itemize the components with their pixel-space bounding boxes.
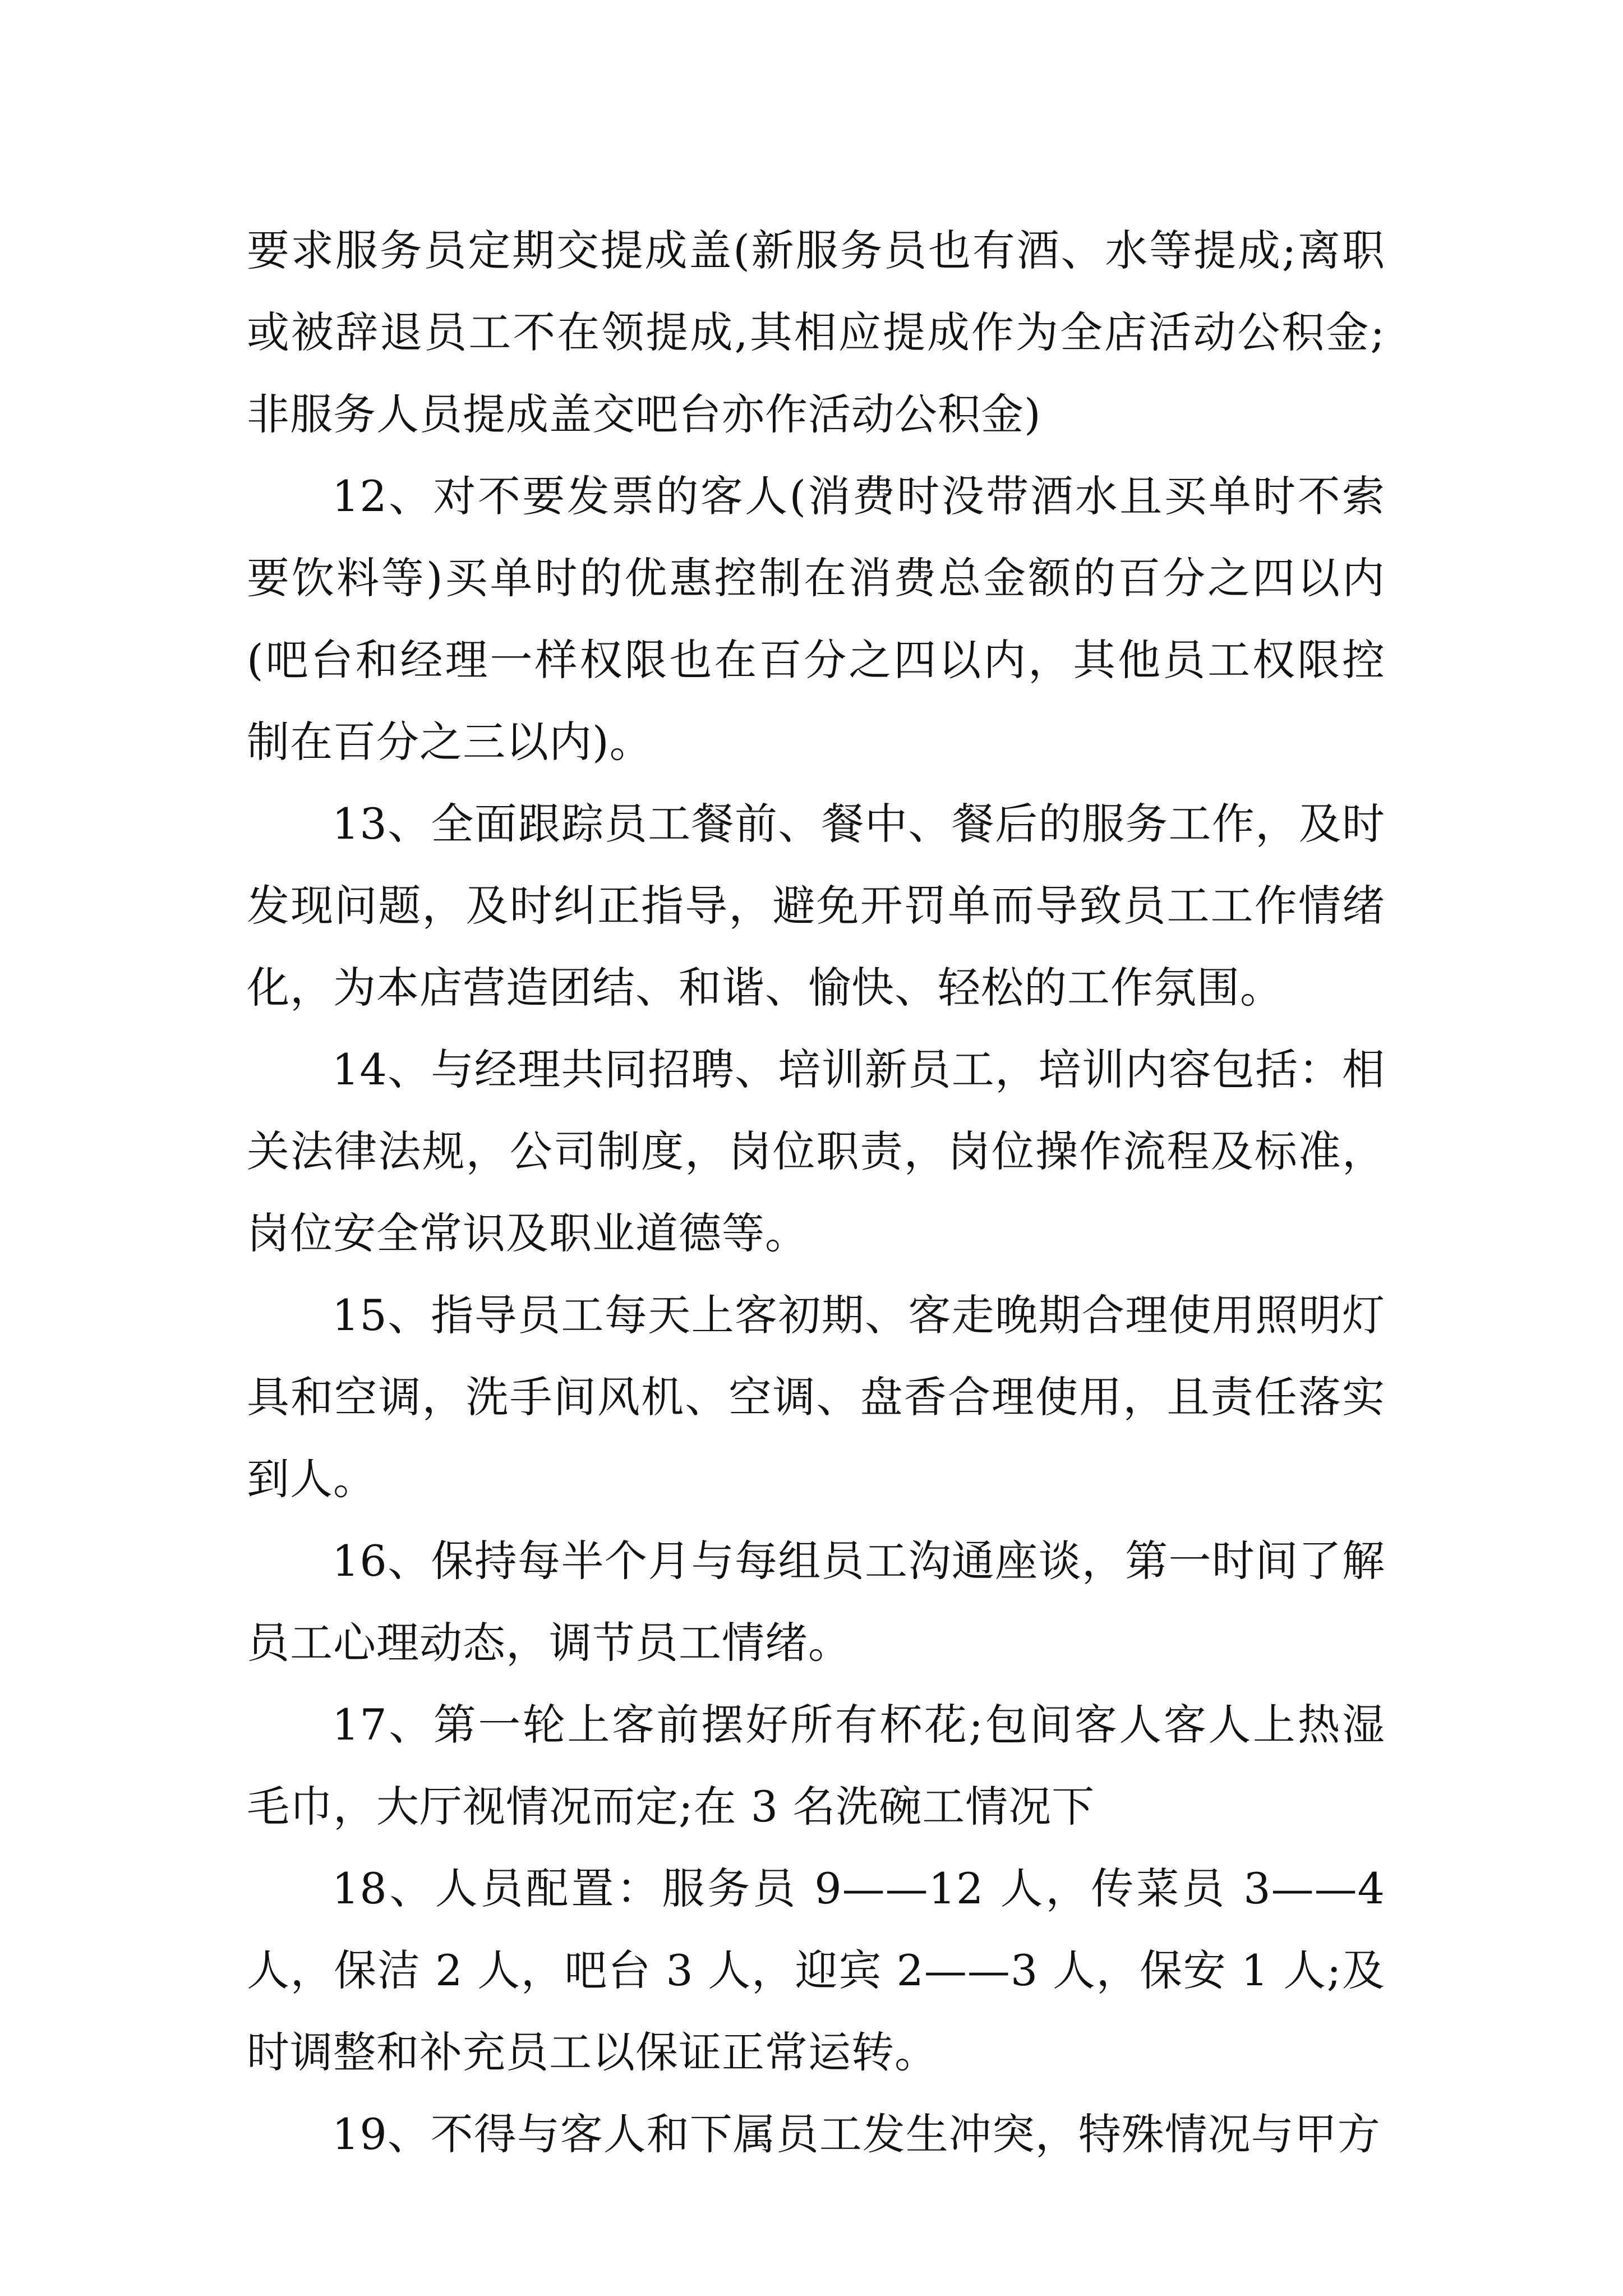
paragraph-16: 16、保持每半个月与每组员工沟通座谈，第一时间了解员工心理动态，调节员工情绪。 xyxy=(247,1536,1385,1668)
paragraph-13: 13、全面跟踪员工餐前、餐中、餐后的服务工作，及时发现问题，及时纠正指导，避免开罚单而导致员工工作情绪化，为本店营造团结、和谐、愉快、轻松的工作氛围。 xyxy=(247,799,1385,1013)
paragraph-14: 14、与经理共同招聘、培训新员工，培训内容包括：相关法律法规，公司制度，岗位职责，岗位操作流程及标准，岗位安全常识及职业道德等。 xyxy=(247,1045,1385,1258)
paragraph-18: 18、人员配置：服务员 9——12 人，传菜员 3——4 人，保洁 2 人，吧台 3 人，迎宾 2——3 人，保安 1 人;及时调整和补充员工以保证正常运转。 xyxy=(247,1864,1385,2077)
paragraph-19: 19、不得与客人和下属员工发生冲突，特殊情况与甲方 xyxy=(332,2109,1381,2159)
document-body xyxy=(247,210,1385,2175)
paragraph-continued: 要求服务员定期交提成盖(新服务员也有酒、水等提成;离职或被辞退员工不在领提成,其相应提成作为全店活动公积金;非服务人员提成盖交吧台亦作活动公积金) xyxy=(247,226,1385,439)
paragraph-15: 15、指导员工每天上客初期、客走晚期合理使用照明灯具和空调，洗手间风机、空调、盘香合理使用，且责任落实到人。 xyxy=(247,1290,1385,1504)
paragraph-17: 17、第一轮上客前摆好所有杯花;包间客人客人上热湿毛巾，大厅视情况而定;在 3 名洗碗工情况下 xyxy=(247,1700,1385,1832)
paragraph-12: 12、对不要发票的客人(消费时没带酒水且买单时不索要饮料等)买单时的优惠控制在消费总金额的百分之四以内(吧台和经理一样权限也在百分之四以内，其他员工权限控制在百分之三以内)。 xyxy=(247,471,1385,767)
